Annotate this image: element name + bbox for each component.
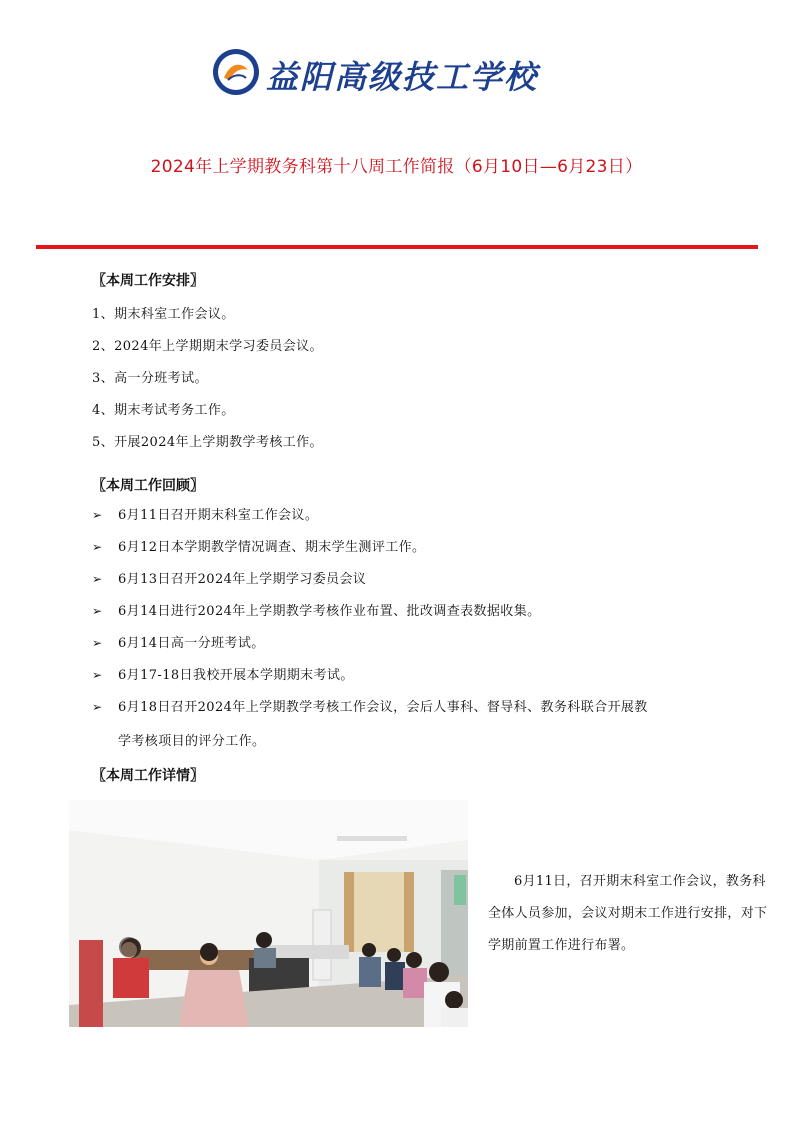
review-item-continuation: 学考核项目的评分工作。	[118, 734, 266, 749]
review-item-text: 6月13日召开2024年上学期学习委员会议	[118, 572, 367, 587]
arrow-bullet-icon: ➢	[92, 540, 103, 554]
title-divider	[36, 245, 758, 249]
arrangement-item: 4、期末考试考务工作。	[92, 403, 235, 418]
review-item-text: 6月12日本学期教学情况调查、期末学生测评工作。	[118, 540, 426, 555]
review-item-text: 6月17-18日我校开展本学期期末考试。	[118, 668, 354, 683]
arrangement-heading: 〖本周工作安排〗	[92, 273, 204, 289]
school-name: 益阳高级技工学校	[266, 58, 539, 96]
arrow-bullet-icon: ➢	[92, 668, 103, 682]
review-item	[92, 531, 762, 564]
review-item	[92, 627, 762, 660]
review-item-text: 6月14日高一分班考试。	[118, 636, 265, 651]
page-title: 2024年上学期教务科第十八周工作简报（6月10日—6月23日）	[150, 157, 643, 177]
details-description: 6月11日，召开期末科室工作会议，教务科全体人员参加，会议对期末工作进行安排，对下学期前置工作进行布署。	[488, 874, 768, 953]
arrangement-item: 2、2024年上学期期末学习委员会议。	[92, 339, 323, 354]
review-item-text: 6月18日召开2024年上学期教学考核工作会议，会后人事科、督导科、教务科联合开展教	[118, 700, 648, 715]
arrow-bullet-icon: ➢	[92, 508, 103, 522]
review-item	[92, 691, 762, 724]
arrow-bullet-icon: ➢	[92, 636, 103, 650]
review-item	[92, 499, 762, 532]
arrow-bullet-icon: ➢	[92, 572, 103, 586]
arrangement-item: 5、开展2024年上学期教学考核工作。	[92, 435, 323, 450]
review-item-text: 6月11日召开期末科室工作会议。	[118, 508, 319, 523]
details-heading: 〖本周工作详情〗	[92, 768, 204, 784]
arrangement-item: 1、期末科室工作会议。	[92, 307, 235, 322]
meeting-room-photo	[69, 800, 468, 1027]
arrow-bullet-icon: ➢	[92, 604, 103, 618]
arrangement-item: 3、高一分班考试。	[92, 371, 208, 386]
review-item	[92, 659, 762, 692]
review-heading: 〖本周工作回顾〗	[92, 478, 204, 494]
review-item	[92, 563, 762, 596]
review-item	[92, 595, 762, 628]
review-item-text: 6月14日进行2024年上学期教学考核作业布置、批改调查表数据收集。	[118, 604, 541, 619]
school-emblem-icon	[212, 48, 260, 96]
arrow-bullet-icon: ➢	[92, 700, 103, 714]
